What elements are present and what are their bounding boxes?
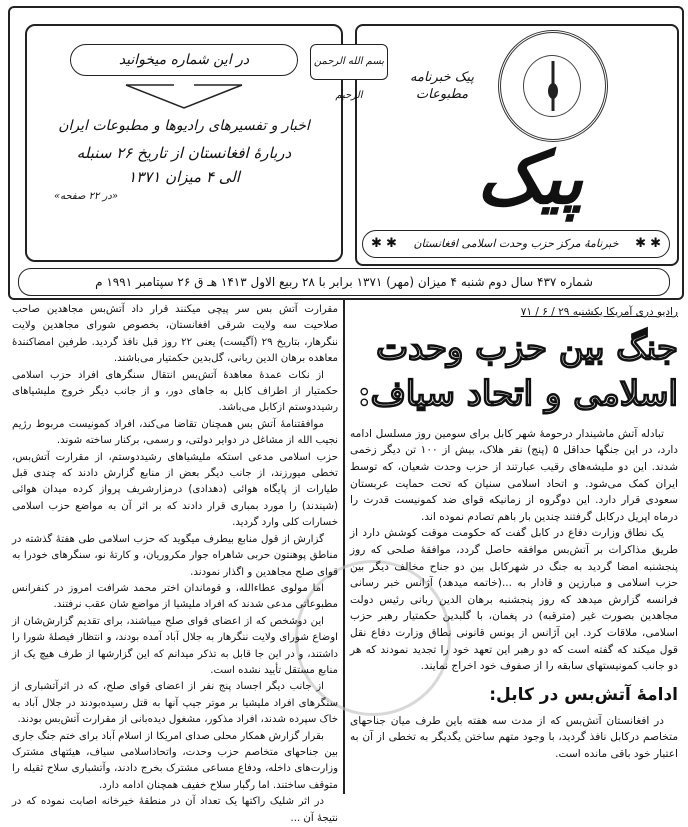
headline-2: اسلامی و اتحاد سیاف: — [358, 373, 678, 414]
stars-right: ✱ ✱ — [635, 236, 661, 251]
left-column — [12, 302, 338, 827]
paragraph: بقرار گزارش همکار محلی صدای امریکا از اسلام آباد برای ختم جنگ جاری بین جناحهای متخاصم حزب وحدت، واتحاداسلامی سیاف، هیئتهای مشترک وزارت‌های داخله، ودفاع مساعی مشترک بخرج دادند، وآتشباری سلاح ثقیله را متوقف ساختند. اما رگبار سلاح خفیف همچنان ادامه دارد. — [12, 730, 338, 791]
emblem-seal-icon — [498, 30, 608, 142]
paragraph: در اثر شلیک راکتها یک تعداد آن در منطقهٔ خیرخانه اصابت نموده که در نتیجهٔ آن ... — [12, 796, 338, 824]
bismillah: بسم الله الرحمن الرحیم — [310, 44, 388, 80]
paragraph: تبادله آتش ماشیندار درحومهٔ شهر کابل برای سومین روز مسلسل ادامه دارد، در این جنگها حداقل ۵ (پنج) نفر هلاک، بیش از ۱۰۰ تن دیگر زخمی شدند. این دو ملیشه‌های رقیب عبارتند از حزب وحدت شعیان، که توسط ایران کمک می‌شود. و اتحاد اسلامی سنیان که تحت حمایت عربستان سعودی قرار دارد. این دوگروه از زمانیکه قوای ضد کمونیست قدرت را درماه اپریل درکابل گرفتند چندین بار باهم تصادم نموده اند. — [350, 427, 678, 523]
masthead-subtitle-bar — [362, 230, 670, 258]
paragraph: حزب اسلامی مدعی استکه ملیشیاهای رشیددوستم، از مقرارت آتش‌بس، تخطی میورزند، از جانب دیگر بعض از منابع گزارش دادند که چندی قبل طیارات از پایگاه هوائی (دهدادی) درمزارشریف پرواز کرده میدان هوائی (شیندند) را مورد بمباری قرار دادند که بر اثر آن به مواضع حزب اسلامی خسارات کلی وارد گردید. — [12, 451, 338, 529]
contents-line-2: دربارهٔ افغانستان از تاریخ ۲۶ سنبله — [76, 143, 292, 162]
paragraph: مقرارت آتش بس سر پیچی میکنند قرار داد آتش‌بس مجاهدین صاحب صلاحیت سه ولایت شرقی افغانستان، بخصوص شورای مجاهدین ولایت ننگرهار، بتاریخ ۲۹ (آگیست) یعنی ۲۲ روز قبل نافذ گردید. طرفین امضاکنندهٔ معاهده برهان الدین ربانی، گل‌بدین حکمتیار می‌باشند. — [12, 304, 338, 365]
masthead-subtitle: خبرنامهٔ مرکز حزب وحدت اسلامی افغانستان — [413, 237, 619, 250]
paragraph: از جانب دیگر اجساد پنج نفر از اعضای قوای صلح، که در اثرآتشباری از سنگرهای افراد ملیشیا بر موتر جیپ آنها به قتل رسیده‌بودند در جلال آباد به خاک سپرده شدند، افراد مذکور، مشغول دیده‌بانی از مقرارت آتش‌بس بودند. — [12, 681, 338, 726]
paragraph: این دوشخص که از اعضای قوای صلح میباشند، برای تقدیم گزارش‌شان از اوضاع شورای ولایت ننگرهار به جلال آباد آمده بودند، و انتظار فیصلهٔ شورا را داشتند، و در این جا قابل به تذکر میدانم که این گزارشها از طرف هیچ یک از منابع مستقل تأیید نشده است. — [12, 615, 338, 676]
stars-left: ✱ ✱ — [371, 236, 397, 251]
paragraph: گزارش از قول منابع بیطرف میگوید که حزب اسلامی طی هفتهٔ گذشته در مناطق پوهنتون حربی شاهراه جوار مکروریان، و کارتهٔ نو، سنگرهای خودرا به قوای صلح مجاهدین و اگذار نمودند. — [12, 533, 338, 578]
article-body-2 — [350, 713, 678, 763]
contents-line-1: اخبار و تفسیرهای رادیوها و مطبوعات ایران — [58, 118, 310, 134]
contents-pages: «در ۲۲ صفحه» — [54, 191, 119, 202]
paragraph: موافقتنامهٔ آتش بس همچنان تقاضا می‌کند، افراد کمونیست مربوط رژیم نجیب الله از مشاغل در دوایر دولتی، و رسمی، برکنار ساخته شوند. — [12, 418, 338, 447]
article-source: رادیو دری آمریکا یکشنبه ۲۹ / ۶ / ۷۱ — [520, 306, 678, 318]
contents-heading: در این شماره میخوانید — [70, 44, 298, 76]
paragraph: در افغانستان آتش‌بس که از مدت سه هفته باین طرف میان جناحهای متخاصم درکابل نافذ گردید، با وجود متهم ساختن یگدیگر به تخطی از آن به اعتبار خود باقی مانده است. — [350, 714, 678, 760]
arrow-down-icon — [124, 82, 244, 110]
right-column — [350, 304, 678, 762]
headline-1: جنگ بین حزب وحدت — [376, 328, 678, 368]
subheading: ادامهٔ آتش‌بس در کابل: — [489, 684, 678, 705]
paragraph: یک نطاق وزارت دفاع در کابل گفت که حکومت موقت کوشش دارد از طریق مذاکرات بر آتش‌بس موافقه حاصل گردد، موافقهٔ صلحی که روز پنجشنبه امضا گردید به جنگ در شهرکابل بین دو جناح مخالف دیگر بین حزب اسلامی و مبارزین و قادار به ...(خاتمه میدهد) آژانس خبر رسانی فرانسه گزارش میدهد که روز پنجشنبه برهان الدین ربانی رئیس دولت مجاهدین بصورت غیر (مترقبه) در پغمان، با گلبدین حکمتیار رهبر حزب اسلامی، ملاقات کرد. این آژانس از یونس قانونی نطاق وزارت دفاع نقل قول میکند که گفته است که دو رهبر این تعهد خود را تجدید نمودند که هر دو جانب کمونیستهای سابقه را از صفوف خود اخراج نمایند. — [350, 527, 678, 673]
article-body-1 — [350, 426, 678, 675]
column-divider — [343, 300, 345, 794]
contents-line-3: الی ۴ میزان ۱۳۷۱ — [128, 168, 240, 187]
paragraph: از نکات عمدهٔ معاهدهٔ آتش‌بس انتقال سنگرهای افراد حزب اسلامی حکمتیار از اطراف کابل به جاهای دور، و از جانب دیگر خروج ملیشیاهای رشیددوستم ازکابل می‌باشد. — [12, 369, 338, 414]
logo-name: پیک — [476, 135, 584, 220]
issue-date-bar: شماره ۴۳۷ سال دوم شنبه ۴ میزان (مهر) ۱۳۷۱ برابر با ۲۸ ربیع الاول ۱۴۱۳ هـ ق ۲۶ سپتامبر ۱۹۹۱ م — [18, 268, 670, 296]
paragraph: اما مولوی عطاءالله، و قوماندان اختر محمد شرافت امروز در کنفرانس مطبوعاتی مدعی شدند که افراد ملیشیا از مواضع شان عقب نرفتند. — [12, 582, 338, 611]
contents-box — [25, 24, 343, 262]
logo-text: پیک خبرنامه مطبوعات — [410, 70, 474, 102]
